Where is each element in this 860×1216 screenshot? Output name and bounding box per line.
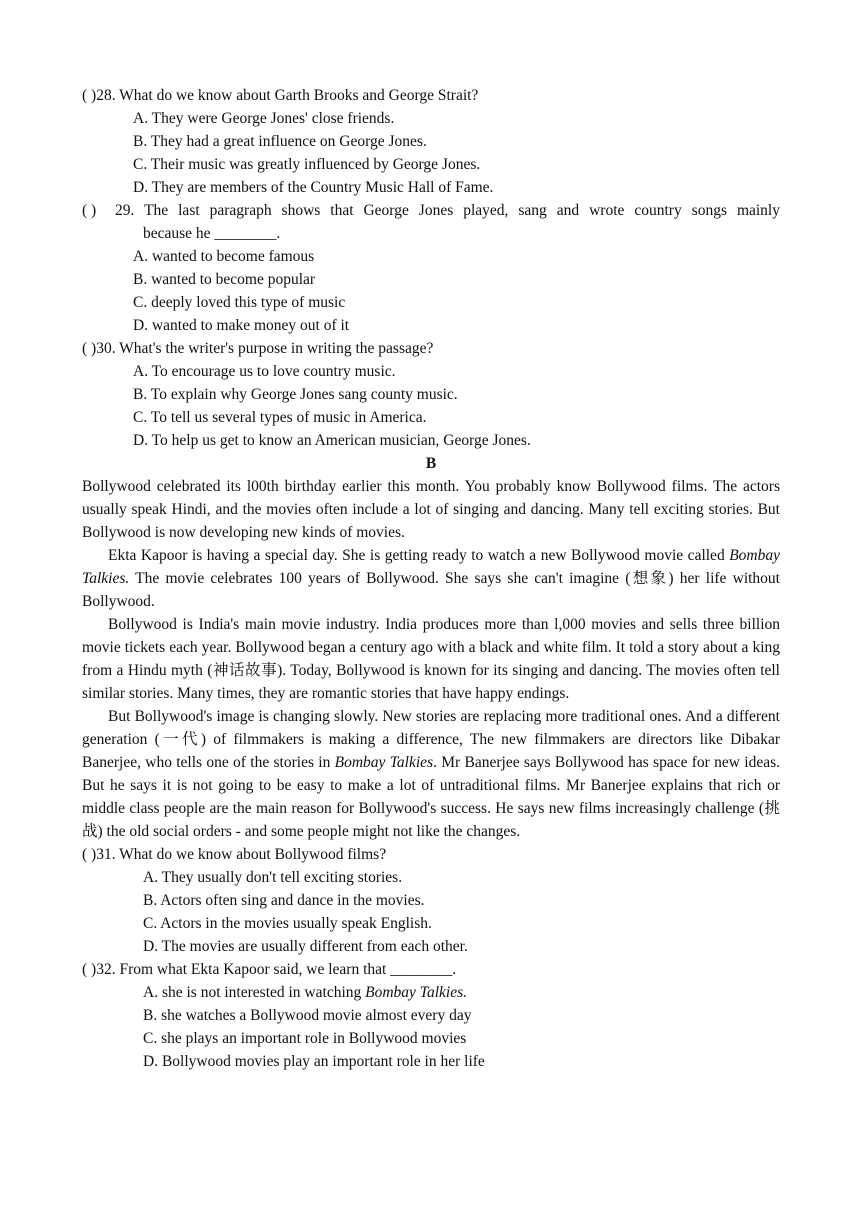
option-a: A. They usually don't tell exciting stories. [143, 869, 403, 886]
answer-blank: ( ) [82, 87, 97, 104]
paragraph-text: The movie celebrates 100 years of Bollywood. She says she can't imagine (想象) her life without Bollywood. [82, 570, 780, 610]
option-text: A. she is not interested in watching [143, 984, 366, 1001]
question-stem-continued: because he ________. [143, 225, 281, 242]
answer-blank: ( ) [82, 340, 97, 357]
question-stem: 28. What do we know about Garth Brooks and George Strait? [96, 87, 479, 104]
question-30 [82, 337, 780, 360]
option-c: C. To tell us several types of music in America. [133, 409, 427, 426]
answer-blank: ( ) [82, 961, 97, 978]
paragraph-text: But Bollywood's image is changing slowly. New stories are replacing more traditional ones. And a different generation (一代) of filmmakers is making a difference, The new filmmakers are directors like Dibakar Banerjee, who tells one of the stories in [82, 708, 780, 771]
question-stem: 30. What's the writer's purpose in writing the passage? [96, 340, 434, 357]
paragraph-text: . Mr Banerjee says Bollywood has space for new ideas. But he says it is not going to be easy to make a lot of untraditional films. Mr Banerjee explains that rich or middle class people are the main reason for Bollywood's success. He says new films increasingly challenge (挑战) the old social orders - and some people might not like the changes. [82, 754, 780, 840]
passage-paragraph-4 [82, 705, 780, 843]
option-b: B. To explain why George Jones sang county music. [133, 386, 458, 403]
movie-title: Bombay Talkies. [82, 547, 780, 587]
movie-title: Bombay Talkies [334, 754, 434, 771]
question-stem: 29. The last paragraph shows that George Jones played, sang and wrote country songs mainly [115, 202, 780, 219]
option-c: C. deeply loved this type of music [133, 294, 346, 311]
answer-blank: ( ) [82, 846, 97, 863]
option-a: A. They were George Jones' close friends. [133, 110, 395, 127]
option-b: B. wanted to become popular [133, 271, 316, 288]
question-28 [82, 84, 780, 107]
question-31 [82, 843, 780, 866]
option-d: D. The movies are usually different from each other. [143, 938, 468, 955]
option-b: B. They had a great influence on George Jones. [133, 133, 427, 150]
question-stem: 32. From what Ekta Kapoor said, we learn that ________. [96, 961, 457, 978]
worksheet-content [82, 84, 780, 1073]
answer-blank: ( ) [82, 202, 97, 219]
option-b: B. Actors often sing and dance in the movies. [143, 892, 425, 909]
option-d: D. Bollywood movies play an important role in her life [143, 1053, 485, 1070]
option-a [82, 981, 780, 1004]
question-stem: 31. What do we know about Bollywood films? [96, 846, 387, 863]
option-d: D. They are members of the Country Music Hall of Fame. [133, 179, 494, 196]
option-d: D. wanted to make money out of it [133, 317, 350, 334]
option-b: B. she watches a Bollywood movie almost every day [143, 1007, 472, 1024]
option-a: A. wanted to become famous [133, 248, 315, 265]
option-c: C. Actors in the movies usually speak English. [143, 915, 432, 932]
option-c: C. she plays an important role in Bollywood movies [143, 1030, 467, 1047]
passage-paragraph-1: Bollywood celebrated its l00th birthday earlier this month. You probably know Bollywood films. The actors usually speak Hindi, and the movies often include a lot of singing and dancing. Many tell exciting stories. But Bollywood is now developing new kinds of movies. [82, 478, 780, 541]
option-c: C. Their music was greatly influenced by George Jones. [133, 156, 481, 173]
question-32 [82, 958, 780, 981]
section-heading: B [425, 455, 437, 472]
question-29 [82, 199, 780, 222]
movie-title: Bombay Talkies. [365, 984, 468, 1001]
passage-paragraph-3: Bollywood is India's main movie industry. India produces more than l,000 movies and sells three billion movie tickets each year. Bollywood began a century ago with a black and white film. It told a story about a king from a Hindu myth (神话故事). Today, Bollywood is known for its singing and dancing. The movies often tell similar stories. Many times, they are romantic stories that have happy endings. [82, 616, 780, 702]
option-a: A. To encourage us to love country music. [133, 363, 396, 380]
option-d: D. To help us get to know an American musician, George Jones. [133, 432, 531, 449]
paragraph-text: Ekta Kapoor is having a special day. She is getting ready to watch a new Bollywood movie called [108, 547, 730, 564]
passage-paragraph-2 [82, 544, 780, 613]
